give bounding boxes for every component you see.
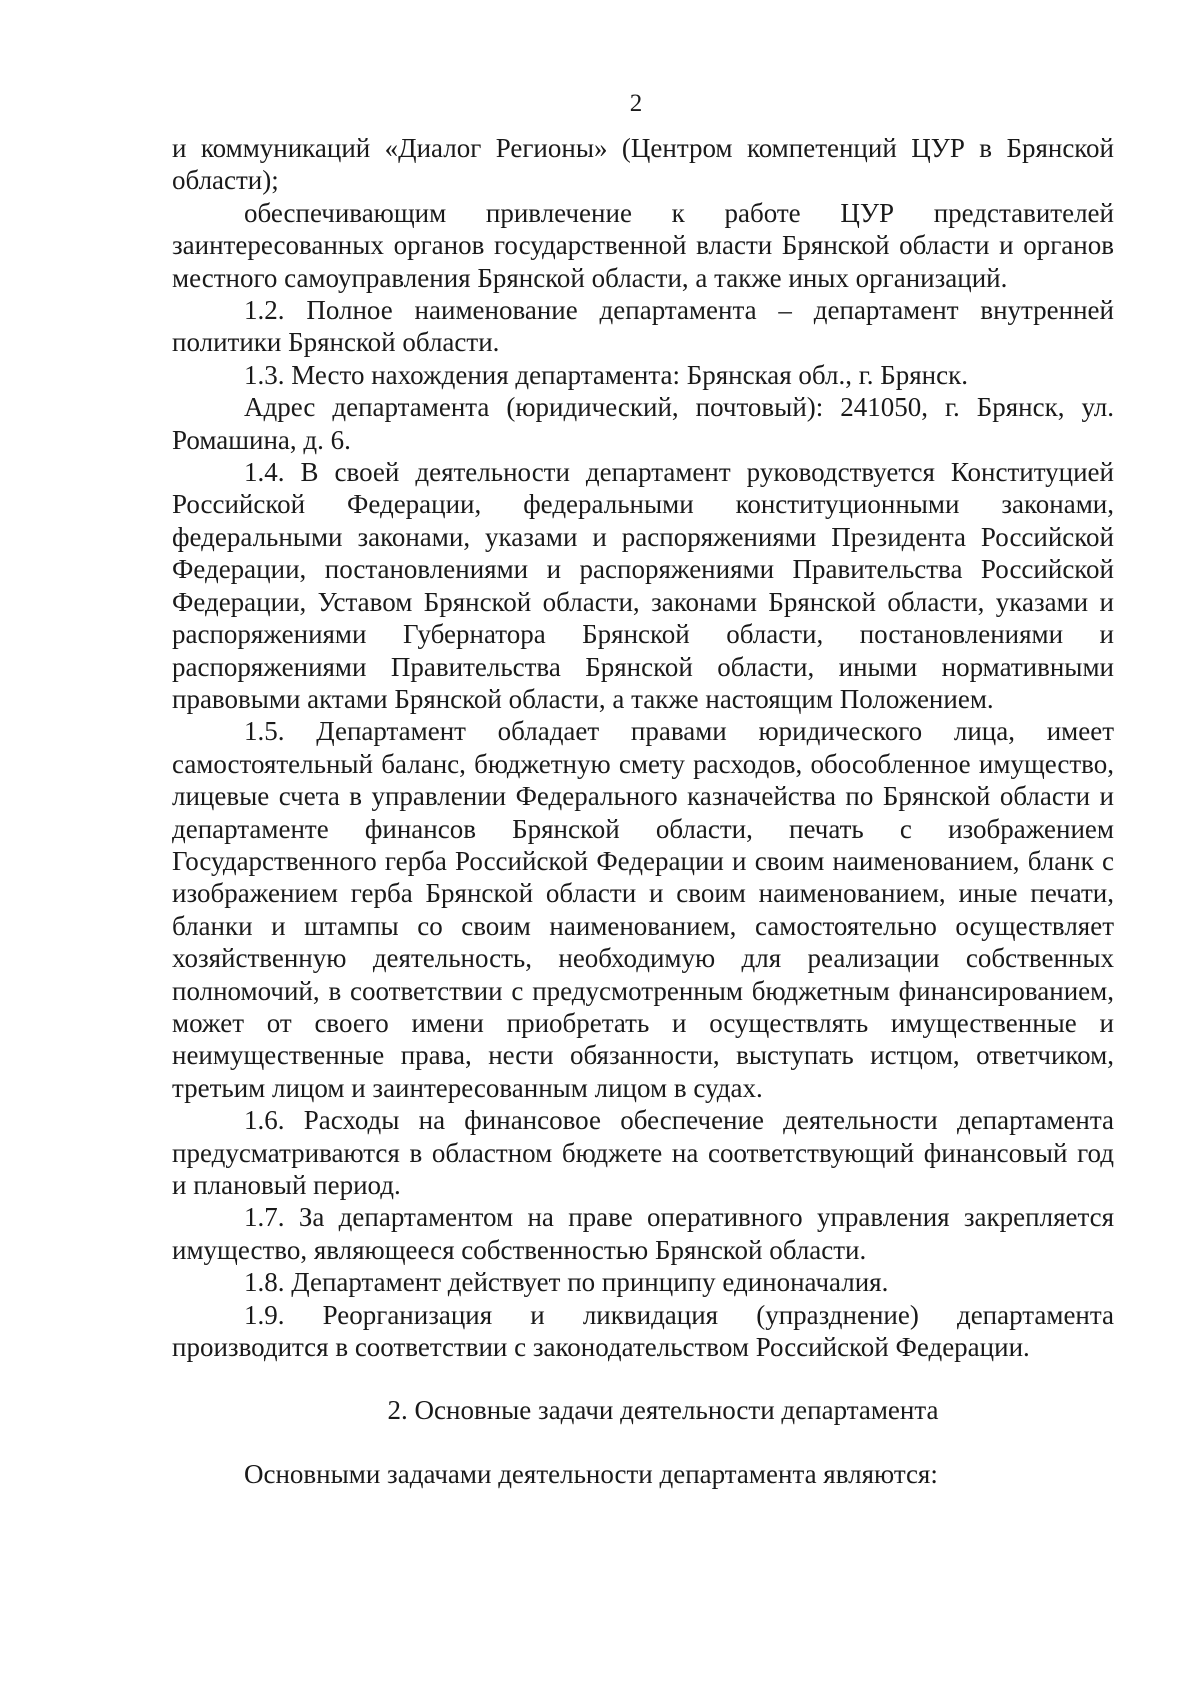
page-number: 2 bbox=[629, 90, 643, 117]
paragraph-cur-involvement: обеспечивающим привлечение к работе ЦУР представителей заинтересованных органов государственной власти Брянской области и органов местного самоуправления Брянской области, а также иных организаций. bbox=[172, 197, 1114, 293]
document-body bbox=[172, 132, 1114, 1490]
paragraph-1-7: 1.7. За департаментом на праве оперативного управления закрепляется имущество, являющееся собственностью Брянской области. bbox=[172, 1202, 1114, 1265]
paragraph-1-9: 1.9. Реорганизация и ликвидация (упразднение) департамента производится в соответствии с законодательством Российской Федерации. bbox=[172, 1299, 1114, 1363]
closing-line: Основными задачами деятельности департамента являются: bbox=[244, 1458, 938, 1489]
paragraph-1-3: 1.3. Место нахождения департамента: Брянская обл., г. Брянск. bbox=[244, 359, 968, 390]
paragraph-address: Адрес департамента (юридический, почтовый): 241050, г. Брянск, ул. Ромашина, д. 6. bbox=[172, 392, 1114, 455]
paragraph-1-5: 1.5. Департамент обладает правами юридического лица, имеет самостоятельный баланс, бюджетную смету расходов, обособленное имущество, лицевые счета в управлении Федерального казначейства по Брянской области и департаменте финансов Брянской области, печать с изображением Государственного герба Российской Федерации и своим наименованием, бланк с изображением герба Брянской области и своим наименованием, иные печати, бланки и штампы со своим наименованием, самостоятельно осуществляет хозяйственную деятельность, необходимую для реализации собственных полномочий, в соответствии с предусмотренным бюджетным финансированием, может от своего имени приобретать и осуществлять имущественные и неимущественные права, нести обязанности, выступать истцом, ответчиком, третьим лицом и заинтересованным лицом в судах. bbox=[172, 716, 1114, 1103]
paragraph-continuation: и коммуникаций «Диалог Регионы» (Центром компетенций ЦУР в Брянской области); bbox=[172, 133, 1114, 196]
section-heading: 2. Основные задачи деятельности департамента bbox=[387, 1395, 939, 1426]
paragraph-1-4: 1.4. В своей деятельности департамент руководствуется Конституцией Российской Федерации, федеральными конституционными законами, федеральными законами, указами и распоряжениями Президента Российской Федерации, постановлениями и распоряжениями Правительства Российской Федерации, Уставом Брянской области, законами Брянской области, указами и распоряжениями Губернатора Брянской области, постановлениями и распоряжениями Правительства Брянской области, иными нормативными правовыми актами Брянской области, а также настоящим Положением. bbox=[172, 457, 1114, 714]
paragraph-1-2: 1.2. Полное наименование департамента – департамент внутренней политики Брянской области. bbox=[172, 295, 1114, 358]
paragraph-1-8: 1.8. Департамент действует по принципу единоначалия. bbox=[244, 1267, 889, 1298]
paragraph-1-6: 1.6. Расходы на финансовое обеспечение деятельности департамента предусматриваются в областном бюджете на соответствующий финансовый год и плановый период. bbox=[172, 1105, 1114, 1200]
